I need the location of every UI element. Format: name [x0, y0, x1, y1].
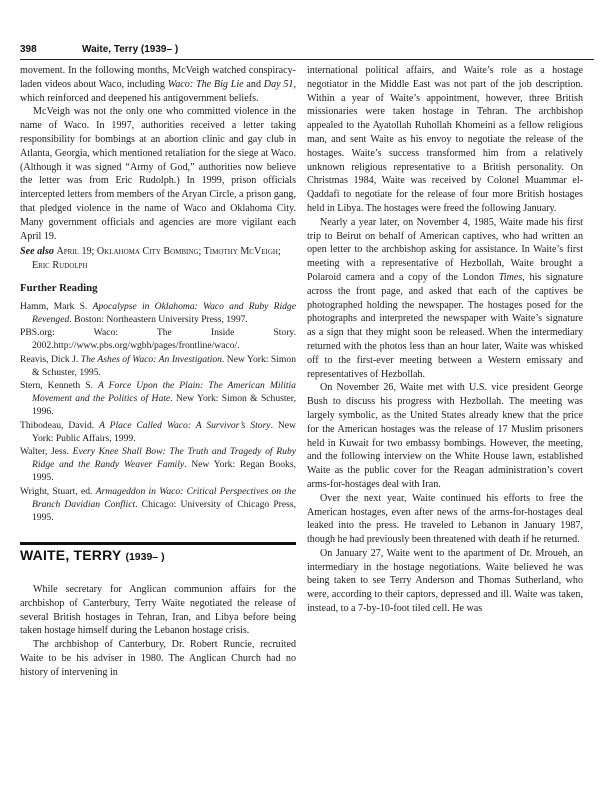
ref-publisher: . Boston: Northeastern University Press, 1997.: [69, 313, 248, 325]
entry-title: WAITE, TERRY: [20, 547, 122, 564]
ref-publisher: . Chicago: University of Chicago Press, 1995.: [32, 498, 296, 523]
paragraph: [307, 216, 583, 382]
text-run: Nearly a year later, on November 4, 1985, Waite made his first trip to Beirut on behalf of American captives, who had written an open letter to the archbishop asking for assistance. In Waite’s first meeting with a representative of Hezbollah, Waite brought a Polaroid camera and a copy of the London: [307, 216, 583, 283]
running-head: [20, 44, 178, 55]
ref-author: Reavis, Dick J.: [20, 353, 81, 365]
ref-author: Walter, Jess.: [20, 445, 73, 457]
further-reading-heading: Further Reading: [20, 281, 98, 294]
paragraph: While secretary for Anglican communion affairs for the archbishop of Canterbury, Terry Waite negotiated the release of several British hostages in Tehran, Iran, and Libya before being taken hostage himself during the Lebanon hostage crisis.: [20, 584, 296, 637]
reference-item: [20, 485, 296, 525]
newspaper-title: Times: [498, 271, 523, 283]
right-column: [307, 64, 583, 616]
reference-item: [20, 300, 296, 326]
video-title: Day 51,: [263, 78, 297, 90]
entry-dates: (1939– ): [125, 551, 165, 564]
ref-title: A Place Called Waco: A Survivor’s Story: [99, 419, 271, 431]
ref-title: The Ashes of Waco: An Investigation: [80, 353, 222, 365]
reference-item: [20, 326, 296, 352]
text-run: movement. In the following months, McVeigh watched conspiracy-laden videos about Waco, including: [20, 65, 296, 90]
video-title: Waco: The Big Lie: [167, 78, 244, 90]
ref-title: Armageddon in Waco: Critical Perspectives on the Branch Davidian Conflict: [32, 485, 297, 510]
page-number: 398: [20, 44, 37, 55]
see-also-links: April 19; Oklahoma City Bombing; Timothy McVeigh; Eric Rudolph: [32, 246, 281, 272]
paragraph: On January 27, Waite went to the apartment of Dr. Mroueh, an intermediary in the hostage negotiations. Waite believed he was being taken to see Terry Anderson and Thomas Sutherland, who were, according to their captors, depressed and ill. Waite was taken, instead, to a 7-by-10-foot tiled cell. He was: [307, 547, 583, 615]
see-also-label: See also: [20, 246, 54, 258]
ref-author: Wright, Stuart, ed.: [20, 485, 96, 497]
ref-author: Hamm, Mark S.: [20, 300, 93, 312]
header-rule: [20, 59, 594, 60]
running-title: Waite, Terry (1939– ): [82, 44, 179, 55]
ref-author: Stern, Kenneth S.: [20, 379, 98, 391]
paragraph: international political affairs, and Waite’s role as a hostage negotiator in the Middle East was not part of the job description. Within a year of Waite’s appointment, however, three British missionaries were taken hostage in Tehran. The archbishop appealed to the Ayatollah Ruhollah Khomeini as a fellow religious man, and sent Waite as his envoy to negotiate the release of the hostages. Waite’s success transformed him from a relatively unknown religious representative to a British personality. On Christmas 1984, Waite was received by Colonel Muammar el-Qaddafi to negotiate for the release of four more British hostages held in Libya. The hostages were freed the following January.: [307, 65, 583, 214]
ref-publisher: . New York: Regan Books, 1995.: [32, 459, 296, 484]
paragraph: On November 26, Waite met with U.S. vice president George Bush to discuss his progress with Hezbollah. The meeting was largely symbolic, as the United States already knew that the price for the American hostages was the release of 17 Muslim prisoners held in Kuwait for two embassy bombings. However, the meeting, and the following interview on the White House lawn, established Waite as the public cover for the Reagan administration’s covert arms-for-hostages deal with Iran.: [307, 382, 583, 490]
see-also: [20, 245, 296, 273]
ref-title: Every Knee Shall Bow: The Truth and Tragedy of Ruby Ridge and the Randy Weaver Family: [32, 445, 296, 471]
text-run: and: [243, 78, 264, 90]
text-run: , his signature across the front page, and asked that each of the captives be photographed holding the newspaper. The hostages posed for the photographs and interpreted the newspaper with Waite’s signature as a sign that they might soon be released. When the intermediary returned with the photos less than an hour later, Waite was whisked off to the first-ever meeting between a Western emissary and representatives of Hezbollah.: [307, 271, 583, 380]
paragraph: Over the next year, Waite continued his efforts to free the American hostages, even after news of the arms-for-hostages deal leaked into the press. He traveled to Lebanon in January 1987, though he had previously been threatened with death if he returned.: [307, 492, 583, 546]
paragraph: The archbishop of Canterbury, Dr. Robert Runcie, recruited Waite to be his adviser in 1980. The Anglican Church had no history of intervening in: [20, 639, 296, 678]
entry-heading: [20, 542, 296, 565]
ref-publisher: . New York: Simon & Schuster, 1995.: [32, 353, 296, 378]
ref-author: Thibodeau, David.: [20, 419, 100, 431]
paragraph: [20, 64, 296, 105]
paragraph: McVeigh was not the only one who committed violence in the name of Waco. In 1997, authorities received a letter taking responsibility for bombings at an abortion clinic and gay club in Atlanta, Georgia, which mentioned retaliation for the siege at Waco. (Although it was signed “Army of God,” authorities now believe the letter was from Eric Rudolph.) In 1999, prison officials intercepted letters from members of the Aryan Circle, a prison gang, that pledged violence in the name of Waco and Oklahoma City. Many government officials and agencies are more vigilant each April 19.: [20, 106, 296, 242]
ref-publisher: . New York: Public Affairs, 1999.: [32, 419, 296, 444]
reference-item: [20, 379, 296, 419]
reference-item: [20, 353, 296, 379]
left-column: [20, 64, 296, 680]
ref-title: A Force Upon the Plain: The American Militia Movement and the Politics of Hate: [32, 379, 296, 405]
reference-item: [20, 445, 296, 485]
ref-publisher: . New York: Simon & Schuster, 1996.: [32, 393, 296, 418]
reference-item: [20, 419, 296, 445]
ref-title: Apocalypse in Oklahoma: Waco and Ruby Ridge Revenged: [32, 300, 296, 325]
text-run: which reinforced and deepened his antigovernment beliefs.: [20, 92, 259, 104]
ref-author: PBS.org: Waco: The Inside Story. 2002.http://www.pbs.org/wgbh/pages/frontline/waco/.: [20, 327, 296, 352]
